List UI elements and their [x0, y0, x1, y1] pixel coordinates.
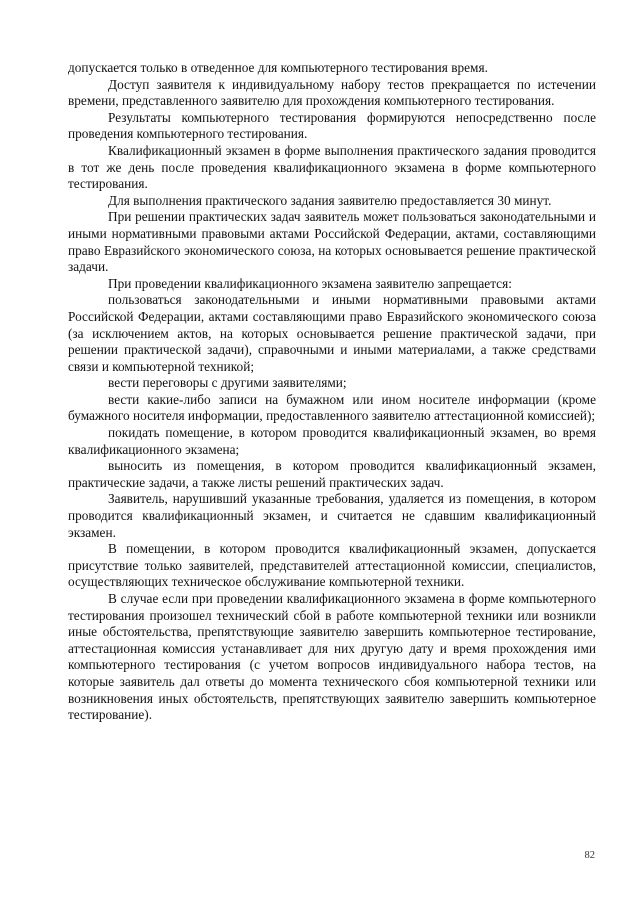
paragraph-results: Результаты компьютерного тестирования формируются непосредственно после проведения компьютерного тестирования. [68, 109, 596, 142]
paragraph-practical-duration: Для выполнения практического задания заявителю предоставляется 30 минут. [108, 192, 552, 208]
paragraph-access-termination: Доступ заявителя к индивидуальному набору тестов прекращается по истечении времени, представленного заявителю для прохождения компьютерного тестирования. [68, 76, 596, 109]
page-number: 82 [584, 850, 595, 861]
paragraph-prohibitions-intro: При проведении квалификационного экзамена заявителю запрещается: [108, 275, 512, 291]
document-body [68, 60, 596, 724]
paragraph-allowed-materials: При решении практических задач заявитель может пользоваться законодательными и иными нормативными правовыми актами Российской Федерации, актами, составляющими право Евразийского экономического союза, на которых основывается решение практической задачи. [68, 209, 596, 275]
paragraph-practical-exam-day: Квалификационный экзамен в форме выполнения практического задания проводится в тот же день после проведения квалификационного экзамена в форме компьютерного тестирования. [68, 142, 596, 192]
paragraph-attendance: В помещении, в котором проводится квалификационный экзамен, допускается присутствие только заявителей, представителей аттестационной комиссии, специалистов, осуществляющих техническое обслуживание компьютерной техники. [68, 541, 596, 590]
prohibition-item-removing: выносить из помещения, в котором проводится квалификационный экзамен, практические задачи, а также листы решений практических задач. [68, 458, 596, 490]
paragraph-continuation: допускается только в отведенное для компьютерного тестирования время. [68, 60, 488, 75]
prohibition-item-leaving: покидать помещение, в котором проводится квалификационный экзамен, во время квалификационного экзамена; [68, 425, 596, 457]
prohibition-item-notes: вести какие-либо записи на бумажном или ином носителе информации (кроме бумажного носителя информации, предоставленного заявителю аттестационной комиссией); [68, 391, 596, 424]
prohibition-item-materials: пользоваться законодательными и иными нормативными правовыми актами Российской Федерации, актами составляющими право Евразийского экономического союза (за исключением актов, на которых основывается решение практической задачи, при решении практической задачи), справочными и иными материалами, а также средствами связи и компьютерной техникой; [68, 292, 596, 374]
prohibition-item-conversations: вести переговоры с другими заявителями; [108, 375, 347, 391]
paragraph-violation: Заявитель, нарушивший указанные требования, удаляется из помещения, в котором проводится квалификационный экзамен, и считается не сдавшим квалификационный экзамен. [68, 491, 596, 540]
paragraph-technical-failure: В случае если при проведении квалификационного экзамена в форме компьютерного тестирования произошел технический сбой в работе компьютерной техники или возникли иные обстоятельства, препятствующие заявителю завершить компьютерное тестирование, аттестационная комиссия устанавливает для них другую дату и время прохождения ими компьютерного тестирования (с учетом вопросов индивидуального набора тестов, на которые заявитель дал ответы до момента технического сбоя компьютерной техники или возникновения иных обстоятельств, препятствующих заявителю завершить компьютерное тестирование). [68, 591, 596, 723]
